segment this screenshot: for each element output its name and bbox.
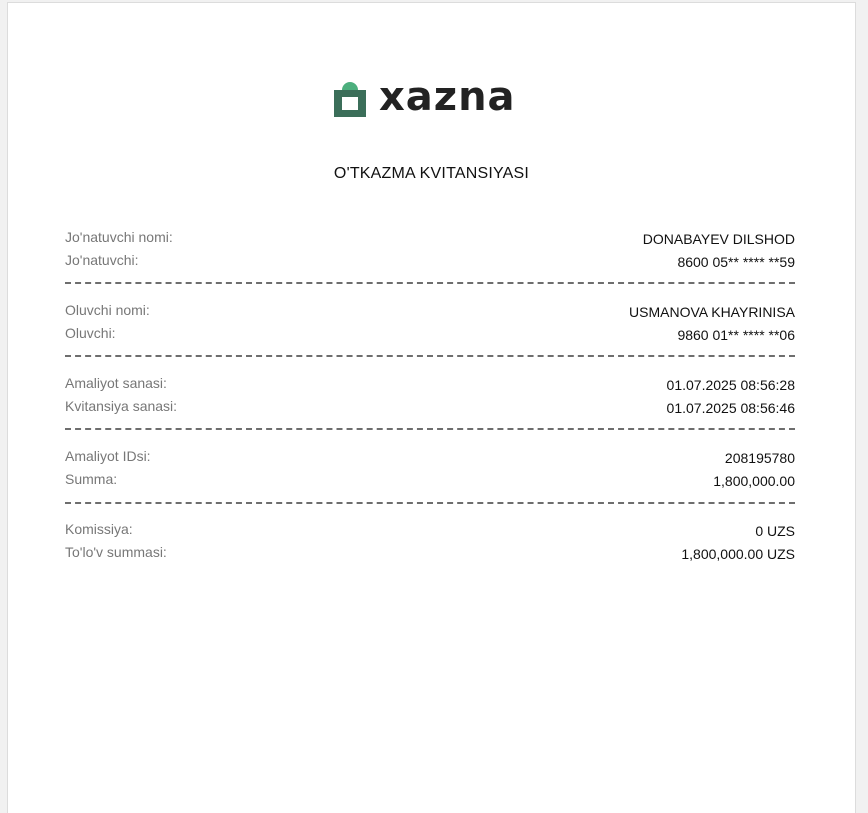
detail-row: [65, 302, 795, 325]
receipt-page: [7, 2, 856, 813]
detail-row: [65, 544, 795, 567]
receipt-date-label: Kvitansiya sanasi:: [65, 398, 178, 414]
recipient-card-value: 9860 01** **** **06: [677, 327, 795, 343]
operation-id-value: 208195780: [724, 450, 795, 466]
brand-logo: [333, 74, 516, 120]
detail-row: [65, 448, 795, 471]
sender-name-label: Jo'natuvchi nomi:: [65, 229, 173, 245]
recipient-name-value: USMANOVA KHAYRINISA: [629, 304, 795, 320]
amount-value: 1,800,000.00: [713, 473, 795, 489]
operation-id-label: Amaliyot IDsi:: [65, 448, 151, 464]
total-payment-value: 1,800,000.00 UZS: [681, 546, 795, 562]
amount-label: Summa:: [65, 471, 118, 487]
sender-card-value: 8600 05** **** **59: [677, 254, 795, 270]
section-divider: [65, 282, 795, 284]
detail-row: [65, 375, 795, 398]
detail-row: [65, 398, 795, 421]
recipient-card-label: Oluvchi:: [65, 325, 116, 341]
section-divider: [65, 355, 795, 357]
sender-section: [65, 229, 795, 275]
recipient-section: [65, 302, 795, 348]
detail-row: [65, 471, 795, 494]
operation-date-label: Amaliyot sanasi:: [65, 375, 167, 391]
recipient-name-label: Oluvchi nomi:: [65, 302, 150, 318]
receipt-title: O'TKAZMA KVITANSIYASI: [333, 165, 530, 182]
operation-date-value: 01.07.2025 08:56:28: [666, 377, 795, 393]
detail-row: [65, 252, 795, 275]
dates-section: [65, 375, 795, 421]
total-payment-label: To'lo'v summasi:: [65, 544, 167, 560]
section-divider: [65, 428, 795, 430]
detail-row: [65, 325, 795, 348]
transaction-section: [65, 448, 795, 494]
receipt-date-value: 01.07.2025 08:56:46: [666, 400, 795, 416]
section-divider: [65, 502, 795, 504]
commission-label: Komissiya:: [65, 521, 133, 537]
xazna-logo-icon: [333, 81, 367, 117]
totals-section: [65, 521, 795, 567]
commission-value: 0 UZS: [755, 523, 795, 539]
detail-row: [65, 521, 795, 544]
sender-card-label: Jo'natuvchi:: [65, 252, 139, 268]
sender-name-value: DONABAYEV DILSHOD: [642, 231, 795, 247]
detail-row: [65, 229, 795, 252]
brand-name: xazna: [379, 74, 516, 120]
